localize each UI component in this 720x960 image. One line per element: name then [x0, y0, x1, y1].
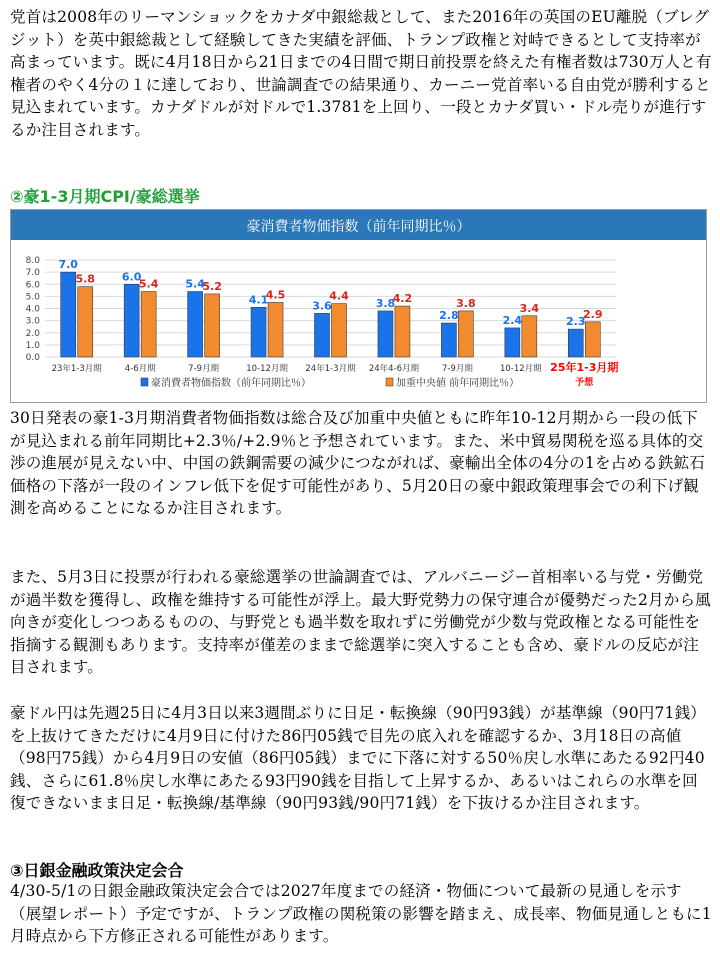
paragraph-aus-election: また、5月3日に投票が行われる豪総選挙の世論調査では、アルバニージー首相率いる与党・労働党が過半数を獲得し、政権を維持する可能性が浮上。最大野党勢力の保守連合が優勢だった2月から風向きが変化しつつあるものの、与野党とも過半数を取れずに労働党が少数与党政権となる可能性を指摘する観測もあります。支持率が僅差のままで総選挙に突入することも含め、豪ドルの反応が注目されます。 — [10, 568, 711, 677]
chart-canvas — [11, 210, 706, 402]
data-label: 5.4 — [138, 277, 159, 291]
section-heading-aus-cpi-election: ②豪1-3月期CPI/豪総選挙 — [10, 187, 200, 206]
y-tick-label: 1.0 — [25, 340, 40, 351]
bar — [141, 292, 156, 357]
y-tick-label: 4.0 — [25, 304, 40, 315]
data-label: 4.1 — [248, 293, 269, 307]
data-label: 6.0 — [121, 270, 142, 284]
bar — [332, 304, 347, 357]
data-label: 5.4 — [185, 277, 205, 291]
x-tick-label: 23年1-3月期 — [51, 364, 102, 374]
aus-cpi-chart — [10, 209, 707, 403]
chart-title: 豪消費者物価指数（前年同期比％） — [246, 219, 471, 235]
data-label: 3.6 — [312, 299, 332, 313]
bar — [522, 316, 537, 357]
paragraph-canada-election: 党首は2008年のリーマンショックをカナダ中銀総裁として、また2016年の英国のEU離脱（ブレグジット）を英中銀総裁として経験してきた実績を評価、トランプ政権と対峙できるとして支持率が高まっています。既に4月18日から21日までの4日間で期日前投票を終えた有権者数は730万人と有権者のやく4分の１に達しており、世論調査での結果通り、カーニー党首率いる自由党が勝利すると見込まれています。カナダドルが対ドルで1.3781を上回り、一段とカナダ買い・ドル売りが進行するか注目されます。 — [10, 8, 712, 139]
bar — [268, 302, 283, 357]
bar — [205, 294, 220, 357]
data-label: 7.0 — [58, 258, 78, 272]
x-tick-label: 25年1-3月期 — [550, 361, 619, 374]
legend-swatch — [141, 378, 148, 386]
y-tick-label: 7.0 — [25, 268, 40, 279]
bar — [78, 287, 93, 357]
bar — [315, 313, 330, 357]
data-label: 4.2 — [392, 292, 413, 306]
paragraph-aud-jpy: 豪ドル円は先週25日に4月3日以来3週間ぶりに日足・転換線（90円93銭）が基準線（90円71銭）を上抜けてきただけに4月9日に付けた86円05銭で目先の底入れを確認するか、3月18日の高値（98円75銭）から4月9日の安値（86円05銭）までに下落に対する50％戻し水準にあたる92円40銭、さらに61.8％戻し水準にあたる93円90銭を目指して上昇するか、あるいはこれらの水準を回復できないまま日足・転換線/基準線（90円93銭/90円71銭）を下抜けるか注目されます。 — [10, 704, 707, 813]
bar — [378, 311, 393, 357]
x-tick-sublabel: 予想 — [575, 378, 594, 388]
y-tick-label: 0.0 — [25, 353, 40, 363]
bar — [441, 323, 456, 357]
data-label: 2.9 — [583, 307, 603, 321]
data-label: 3.8 — [375, 296, 396, 310]
data-label: 4.5 — [265, 288, 286, 302]
data-label: 2.8 — [439, 309, 459, 323]
x-tick-label: 4-6月期 — [124, 364, 156, 374]
bar — [188, 292, 203, 357]
y-tick-label: 8.0 — [25, 256, 40, 266]
data-label: 5.8 — [75, 272, 95, 286]
data-label: 4.4 — [329, 289, 349, 303]
x-tick-label: 10-12月期 — [246, 364, 288, 374]
y-tick-label: 6.0 — [25, 280, 40, 291]
data-label: 5.2 — [202, 279, 222, 293]
x-tick-label: 7-9月期 — [188, 364, 220, 374]
bar — [251, 307, 266, 357]
data-label: 3.4 — [519, 301, 540, 315]
paragraph-aus-cpi: 30日発表の豪1-3月期消費者物価指数は総合及び加重中央値ともに昨年10-12月期から一段の低下が見込まれる前年同期比+2.3％/+2.9％と予想されています。また、米中貿易関税を巡る具体的交渉の進展が見えない中、中国の鉄鋼需要の減少につながれば、豪輸出全体の4分の1を占める鉄鉱石価格の下落が一段のインフレ低下を促す可能性があり、5月20日の豪中銀政策理事会での利下げ観測を高めることになるか注目されます。 — [10, 409, 705, 518]
data-label: 2.3 — [566, 315, 586, 329]
bar — [505, 328, 520, 357]
bar — [395, 306, 410, 357]
bar — [458, 311, 473, 357]
x-tick-label: 7-9月期 — [441, 364, 473, 374]
x-tick-label: 24年1-3月期 — [305, 364, 356, 374]
legend-label: 加重中央値 前年同期比％） — [396, 378, 520, 389]
section-heading-boj-meeting: ③日銀金融政策決定会合 — [10, 861, 184, 880]
x-tick-label: 24年4-6月期 — [368, 364, 420, 374]
x-tick-label: 10-12月期 — [499, 364, 542, 374]
y-tick-label: 5.0 — [25, 292, 40, 303]
bar — [568, 329, 583, 357]
legend-label: 豪消費者物価指数（前年同期比％） — [151, 378, 311, 389]
data-label: 3.8 — [456, 296, 476, 310]
bar — [124, 284, 139, 357]
bar — [61, 272, 76, 357]
bar — [585, 322, 600, 357]
y-tick-label: 3.0 — [25, 316, 40, 327]
y-tick-label: 2.0 — [25, 328, 40, 339]
data-label: 2.4 — [502, 313, 523, 327]
legend-swatch — [386, 378, 393, 386]
paragraph-boj: 4/30-5/1の日銀金融政策決定会合では2027年度までの経済・物価について最新の見通しを示す（展望レポート）予定ですが、トランプ政権の関税策の影響を踏まえ、成長率、物価見通しともに1月時点から下方修正される可能性があります。 — [10, 882, 712, 946]
